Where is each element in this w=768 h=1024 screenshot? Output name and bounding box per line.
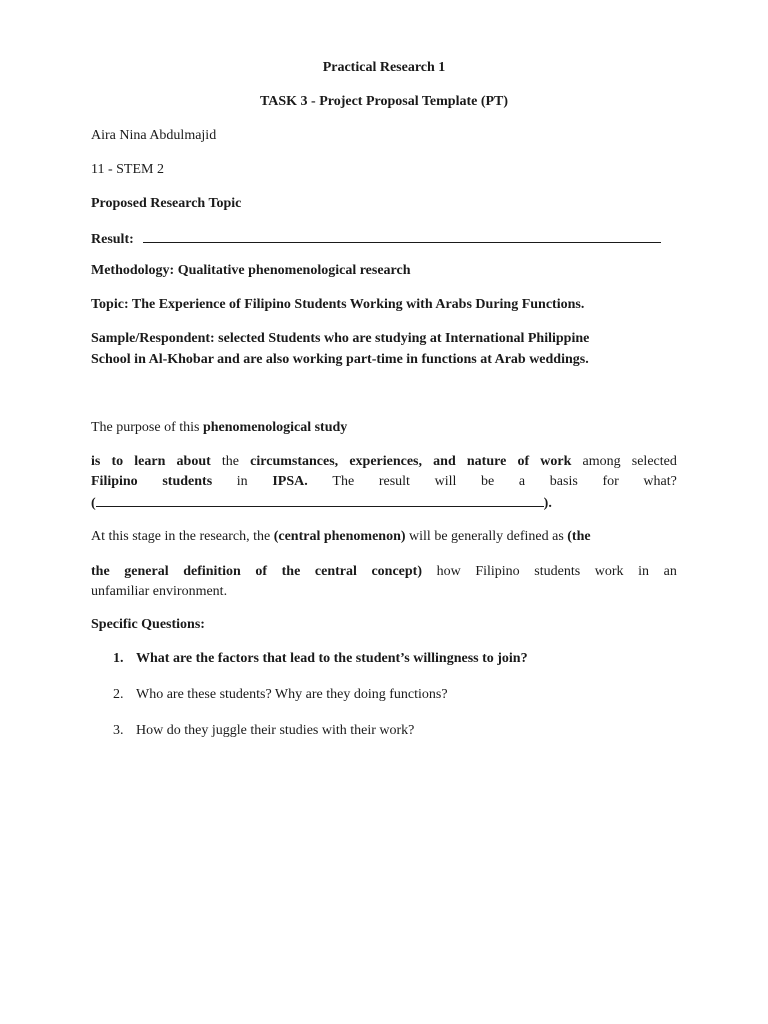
sample-line-2: School in Al-Khobar and are also working part-time in functions at Arab weddings. — [91, 352, 589, 367]
result-label: Result: — [91, 232, 134, 247]
word: students — [534, 564, 581, 579]
word: in — [638, 564, 650, 579]
purpose-line — [91, 418, 347, 438]
study-type: phenomenological study — [202, 420, 348, 435]
word: the — [91, 564, 110, 579]
paren-open: ( — [91, 496, 96, 511]
word: and — [433, 454, 456, 469]
word: central — [314, 564, 357, 579]
word: experiences, — [349, 454, 423, 469]
question-number: 2. — [113, 687, 124, 702]
word: Filipino — [475, 564, 520, 579]
purpose-intro: The purpose of this — [91, 420, 203, 435]
question-item — [113, 649, 528, 669]
student-name: Aira Nina Abdulmajid — [91, 128, 217, 143]
word: of — [517, 454, 530, 469]
word: nature — [466, 454, 507, 469]
result-line — [91, 228, 661, 250]
word: selected — [631, 454, 677, 469]
word: the — [281, 564, 301, 579]
word: definition — [183, 564, 241, 579]
question-number: 1. — [113, 651, 124, 666]
result-blank — [143, 228, 661, 243]
central-line-1 — [91, 527, 591, 547]
word: work — [594, 564, 624, 579]
word: the — [221, 454, 240, 469]
question-text: Who are these students? Why are they doing functions? — [136, 687, 448, 702]
word: basis — [549, 474, 578, 489]
paren-close: ). — [543, 496, 552, 511]
word: what? — [643, 474, 677, 489]
purpose-body-line-1 — [91, 452, 677, 472]
word: concept) — [371, 564, 423, 579]
topic-heading: Proposed Research Topic — [91, 196, 242, 211]
central-phenomenon: (central phenomenon) — [273, 529, 406, 544]
word: for — [602, 474, 619, 489]
word: to — [111, 454, 124, 469]
word: work — [540, 454, 572, 469]
student-section: 11 - STEM 2 — [91, 162, 164, 177]
word: be — [481, 474, 495, 489]
course-title: Practical Research 1 — [322, 60, 446, 75]
topic-text: Topic: The Experience of Filipino Students Working with Arabs During Functions. — [91, 297, 585, 312]
word: result — [378, 474, 410, 489]
central-line-2 — [91, 562, 677, 582]
word: will — [434, 474, 457, 489]
word: Filipino — [91, 474, 138, 489]
word: general — [124, 564, 169, 579]
word: students — [162, 474, 213, 489]
word: circumstances, — [250, 454, 339, 469]
word: among — [582, 454, 621, 469]
purpose-body-line-2 — [91, 472, 677, 492]
word: about — [176, 454, 211, 469]
question-item — [113, 721, 414, 741]
word: how — [436, 564, 461, 579]
sample-line-1: Sample/Respondent: selected Students who are studying at International Philippine — [91, 331, 590, 346]
stage-intro: At this stage in the research, the — [91, 529, 274, 544]
word: is — [91, 454, 101, 469]
question-number: 3. — [113, 723, 124, 738]
task-title: TASK 3 - Project Proposal Template (PT) — [259, 94, 509, 109]
purpose-blank-line — [91, 492, 552, 514]
purpose-blank — [96, 492, 544, 507]
word: an — [663, 564, 677, 579]
methodology: Methodology: Qualitative phenomenological research — [91, 263, 411, 278]
word: learn — [134, 454, 166, 469]
defined-as: will be generally defined as — [405, 529, 568, 544]
the-open: (the — [567, 529, 591, 544]
question-text: What are the factors that lead to the student’s willingness to join? — [136, 651, 528, 666]
question-text: How do they juggle their studies with their work? — [136, 723, 415, 738]
word: of — [255, 564, 268, 579]
word: IPSA. — [272, 474, 308, 489]
specific-questions-heading: Specific Questions: — [91, 617, 205, 632]
central-line-3: unfamiliar environment. — [91, 584, 228, 599]
word: The — [332, 474, 355, 489]
word: in — [236, 474, 248, 489]
question-item — [113, 685, 448, 705]
word: a — [518, 474, 526, 489]
